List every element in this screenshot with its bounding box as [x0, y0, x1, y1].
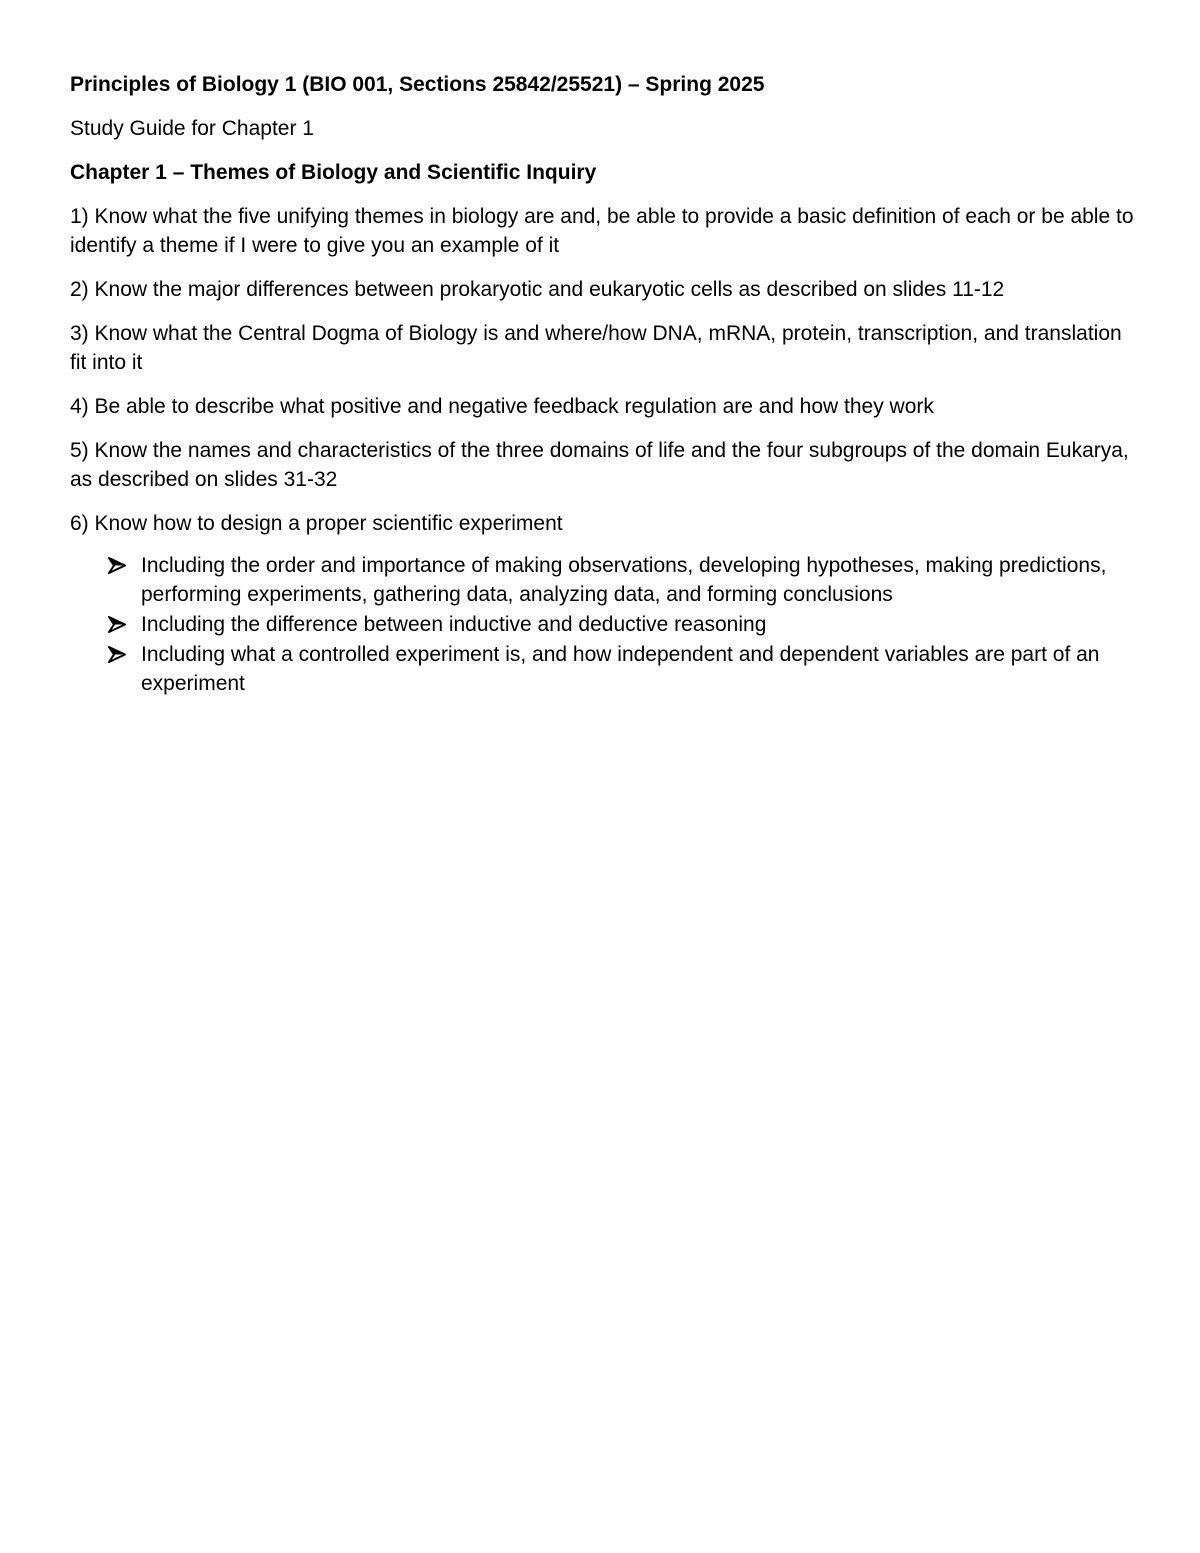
sub-bullet-text: Including the order and importance of making observations, developing hypotheses, making predictions, performing experiments, gathering data, analyzing data, and forming conclusions [141, 554, 1107, 606]
study-item-4: 4) Be able to describe what positive and negative feedback regulation are and how they work [70, 395, 934, 418]
study-item-3: 3) Know what the Central Dogma of Biology is and where/how DNA, mRNA, protein, transcription, and translation fit into it [70, 322, 1122, 374]
study-guide-subtitle: Study Guide for Chapter 1 [70, 117, 314, 140]
sub-bullet-1 [70, 551, 1136, 609]
sub-bullet-text: Including what a controlled experiment is, and how independent and dependent variables are part of an experiment [141, 643, 1100, 695]
sub-bullet-2 [70, 610, 1136, 639]
study-item-6: 6) Know how to design a proper scientific experiment [70, 512, 563, 535]
experiment-sub-bullets [70, 551, 1136, 698]
arrowhead-bullet-icon [108, 640, 128, 669]
sub-bullet-text: Including the difference between inductive and deductive reasoning [141, 613, 767, 636]
arrowhead-bullet-icon [108, 551, 128, 580]
arrowhead-bullet-icon [108, 610, 128, 639]
study-item-1: 1) Know what the five unifying themes in biology are and, be able to provide a basic definition of each or be able to identify a theme if I were to give you an example of it [70, 205, 1134, 257]
study-guide-page [70, 70, 1136, 699]
course-title: Principles of Biology 1 (BIO 001, Sections 25842/25521) – Spring 2025 [70, 73, 765, 96]
chapter-heading: Chapter 1 – Themes of Biology and Scientific Inquiry [70, 161, 597, 184]
study-item-5: 5) Know the names and characteristics of the three domains of life and the four subgroups of the domain Eukarya, as described on slides 31-32 [70, 439, 1129, 491]
study-item-2: 2) Know the major differences between prokaryotic and eukaryotic cells as described on slides 11-12 [70, 278, 1005, 301]
sub-bullet-3 [70, 640, 1136, 698]
